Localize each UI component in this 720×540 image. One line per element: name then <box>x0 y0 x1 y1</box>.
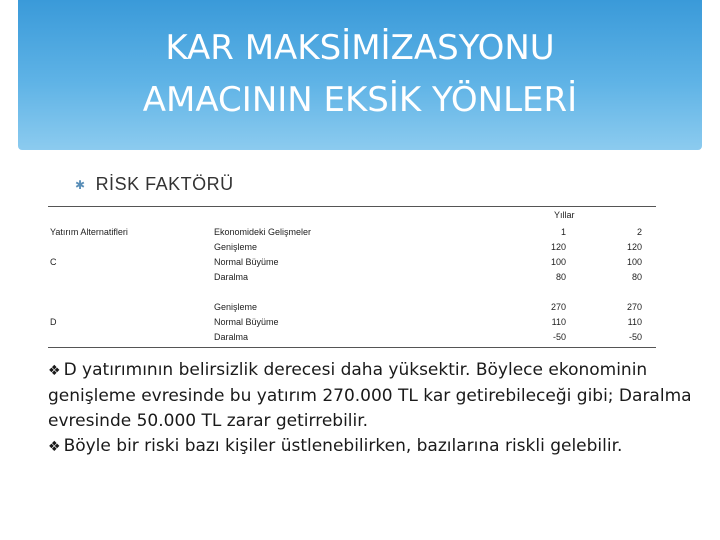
bullet-label: RİSK FAKTÖRÜ <box>95 174 234 194</box>
table-row-y1: -50 <box>552 332 566 342</box>
table-row-y2: 100 <box>626 257 642 267</box>
year-1-header: 1 <box>560 227 566 237</box>
body-text <box>48 358 698 460</box>
table-row-y2: 80 <box>631 272 642 282</box>
table-row-y2: 120 <box>626 242 642 252</box>
diamond-bullet-icon: ❖ <box>48 363 61 379</box>
table-row-y1: 110 <box>551 317 566 327</box>
table-row-y2: -50 <box>628 332 642 342</box>
year-2-header: 2 <box>636 227 642 237</box>
table-row-dev: Genişleme <box>214 302 258 312</box>
paragraph-2 <box>48 434 698 460</box>
table-top-rule <box>48 206 656 207</box>
group-c-label: C <box>50 257 57 267</box>
col-invest-header: Yatırım Alternatifleri <box>50 227 128 237</box>
asterisk-icon: ✱ <box>75 177 86 192</box>
years-header: Yıllar <box>554 210 575 220</box>
table-row-y2: 270 <box>626 302 642 312</box>
title-line-2: AMACININ EKSİK YÖNLERİ <box>142 80 578 120</box>
table-row-dev: Genişleme <box>214 242 258 252</box>
table-row-y1: 270 <box>550 302 566 312</box>
table-row-dev: Daralma <box>214 332 249 342</box>
slide-title <box>0 22 720 126</box>
title-line-1: KAR MAKSİMİZASYONU <box>165 28 555 68</box>
table-row-y1: 100 <box>550 257 566 267</box>
table-row-y1: 120 <box>550 242 566 252</box>
table-row-dev: Daralma <box>214 272 249 282</box>
paragraph-1-text: D yatırımının belirsizlik derecesi daha yüksektir. Böylece ekonominin genişleme evresinde bu yatırım 270.000 TL kar getirebileceği gibi; Daralma evresinde 50.000 TL zarar getirrebilir. <box>48 360 692 431</box>
paragraph-1 <box>48 358 698 434</box>
table-row-dev: Normal Büyüme <box>214 257 279 267</box>
table-row-y2: 110 <box>627 317 642 327</box>
table-row-y1: 80 <box>555 272 566 282</box>
group-d-label: D <box>50 317 57 327</box>
table-row-dev: Normal Büyüme <box>214 317 279 327</box>
table-bottom-rule <box>48 347 656 348</box>
risk-factor-bullet <box>75 174 234 195</box>
diamond-bullet-icon: ❖ <box>48 439 61 455</box>
col-econ-header: Ekonomideki Gelişmeler <box>214 227 312 237</box>
paragraph-2-text: Böyle bir riski bazı kişiler üstlenebilirken, bazılarına riskli gelebilir. <box>63 436 623 456</box>
